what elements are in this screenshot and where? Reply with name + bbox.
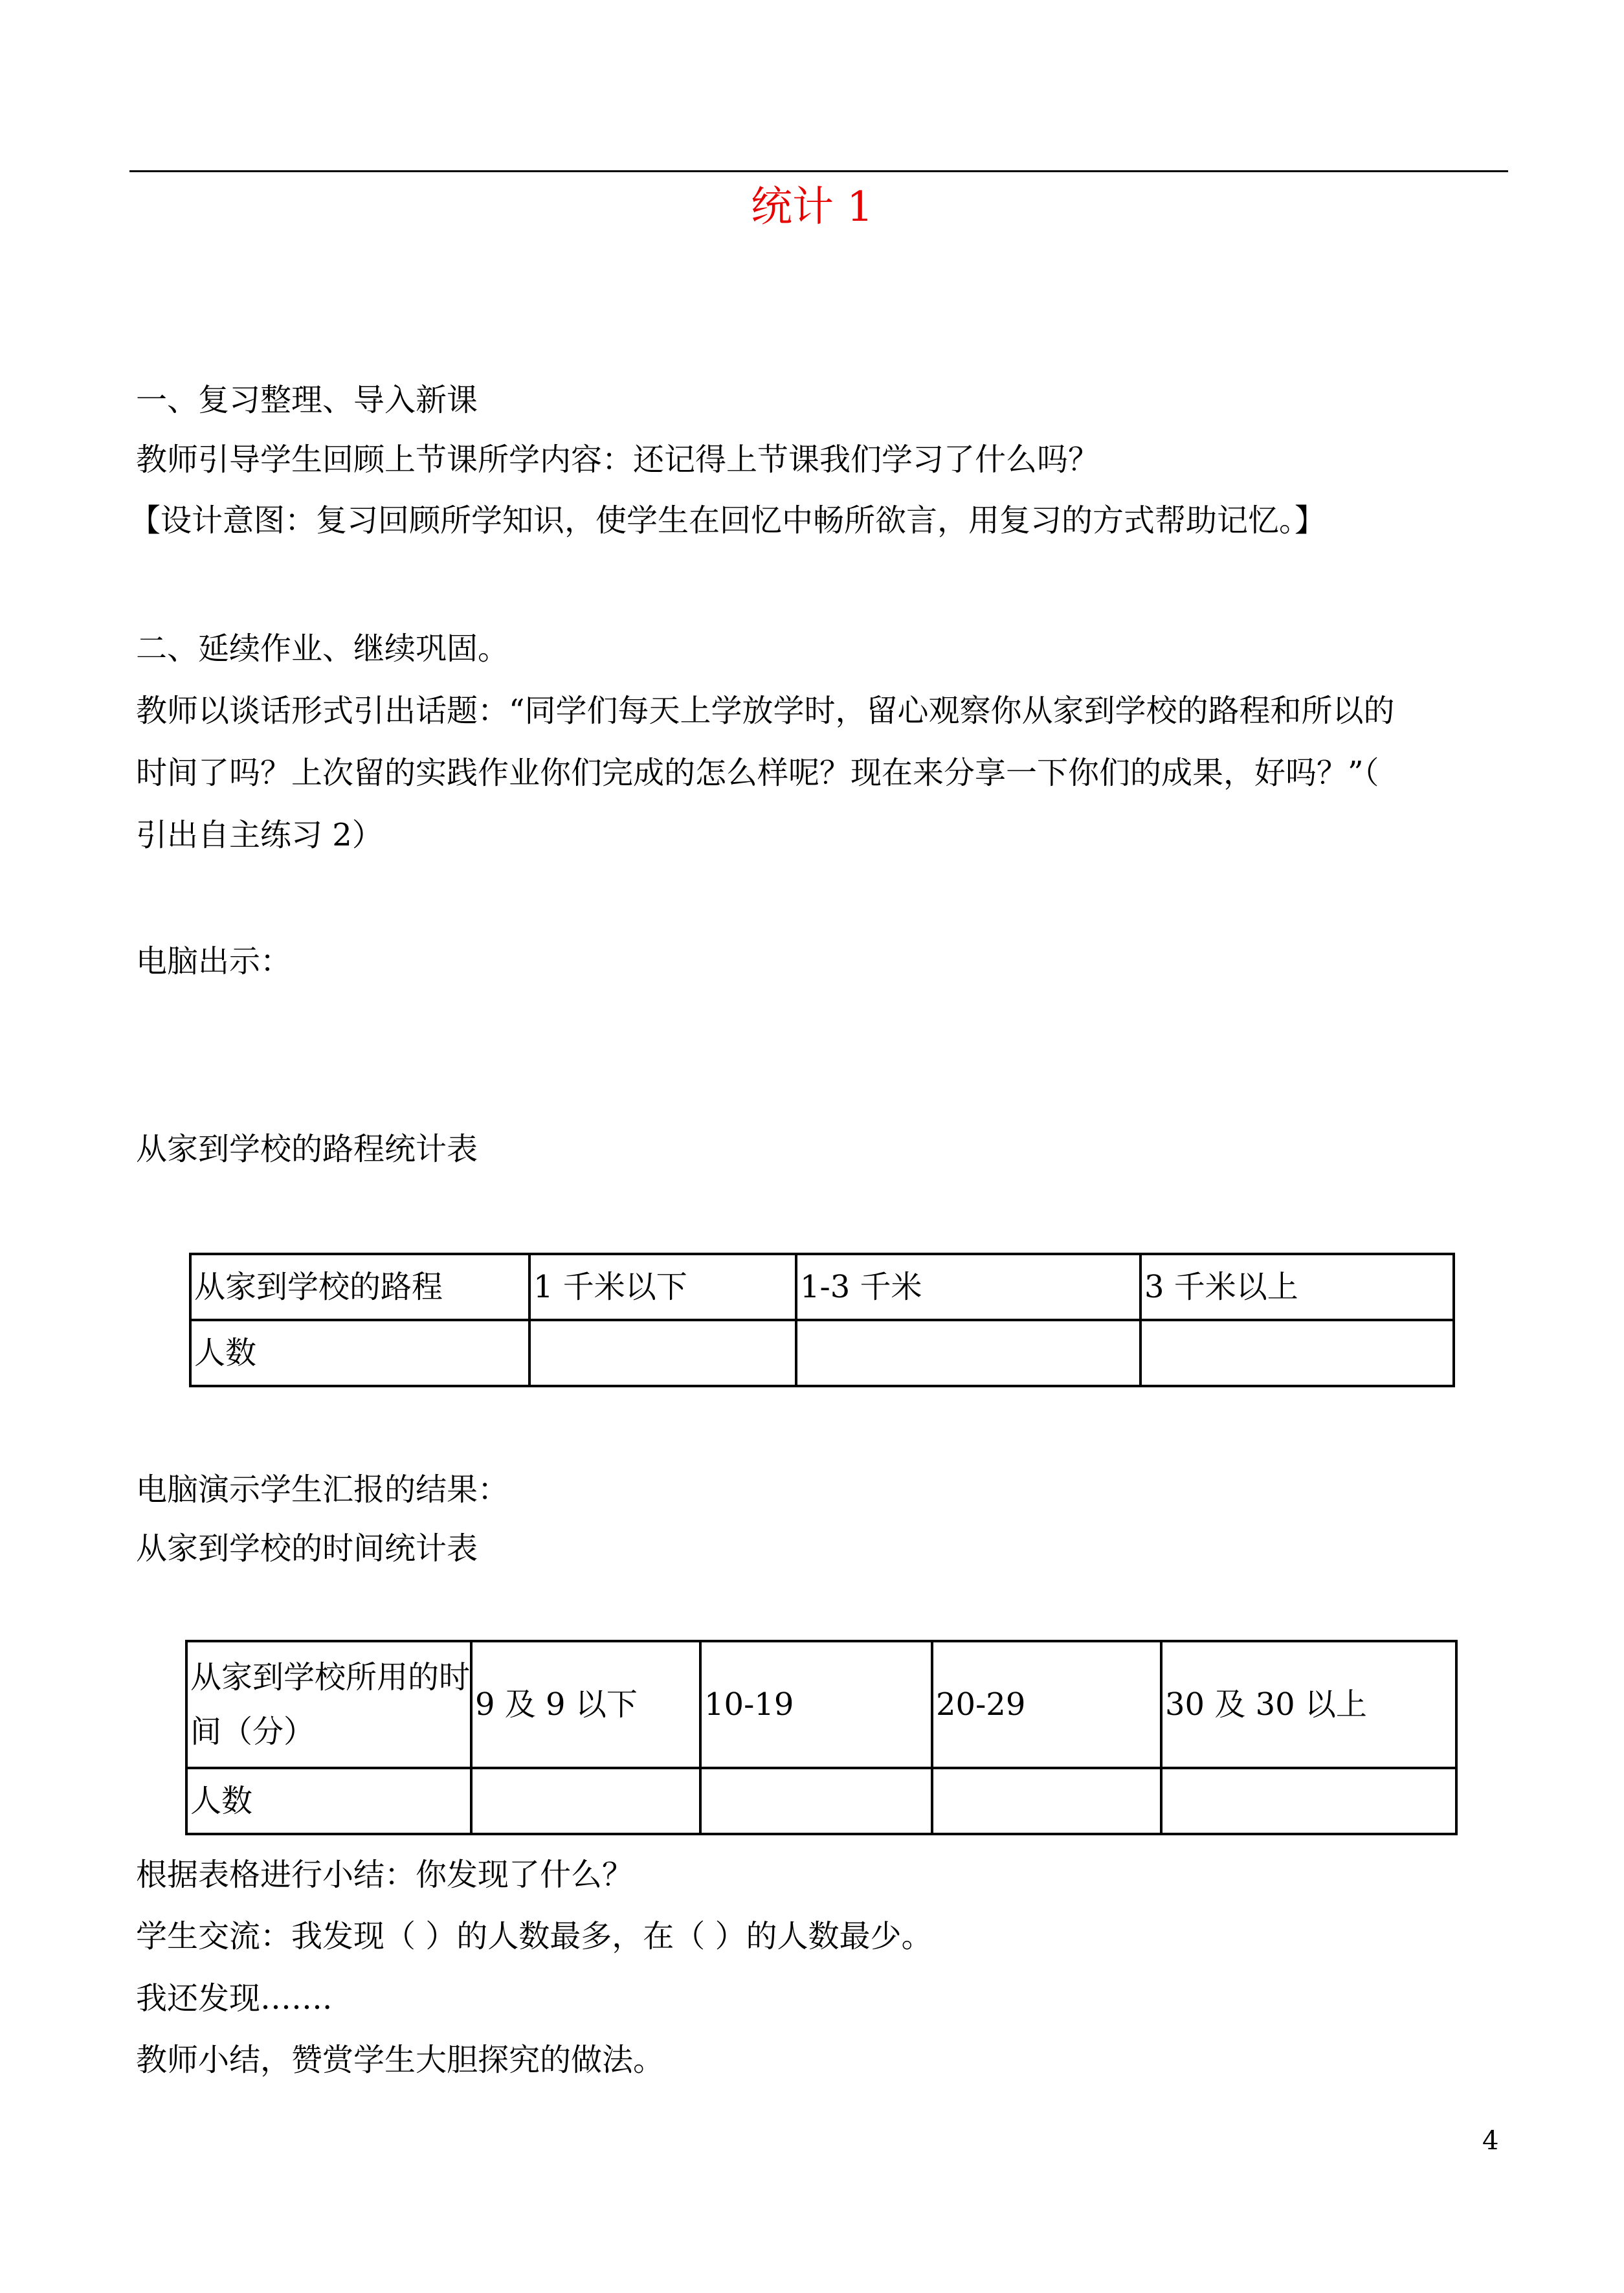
table-cell [932,1768,1161,1834]
time-table [185,1640,1458,1835]
table-cell [529,1320,796,1386]
table-cell: 人数 [190,1320,529,1386]
page-number: 4 [1482,2126,1499,2156]
section2-paragraph-line1: 教师以谈话形式引出话题：“同学们每天上学放学时，留心观察你从家到学校的路程和所以的 [136,693,1395,729]
table-row [190,1320,1454,1386]
table-cell: 1-3 千米 [796,1254,1140,1320]
computer-show-label: 电脑出示： [136,943,292,979]
header-rule [129,170,1508,172]
table-cell [471,1768,700,1834]
table-cell: 1 千米以下 [529,1254,796,1320]
table-cell: 人数 [186,1768,471,1834]
table-cell: 从家到学校的路程 [190,1254,529,1320]
section2-paragraph-line3: 引出自主练习 2） [136,817,383,853]
page-title: 统计 1 [750,183,874,231]
further-finding: 我还发现……. [136,1980,333,2017]
table-cell: 从家到学校所用的时间（分） [186,1641,471,1768]
table-cell [1140,1320,1454,1386]
summary-question: 根据表格进行小结：你发现了什么？ [136,1857,634,1893]
demo-label: 电脑演示学生汇报的结果： [136,1471,509,1508]
table-row [190,1254,1454,1320]
section1-paragraph: 教师引导学生回顾上节课所学内容：还记得上节课我们学习了什么吗？ [136,442,1100,478]
table-cell [1161,1768,1456,1834]
table-cell: 20-29 [932,1641,1161,1768]
table1-caption: 从家到学校的路程统计表 [136,1131,478,1167]
table-row [186,1641,1456,1768]
section1-heading: 一、复习整理、导入新课 [136,382,478,418]
student-exchange: 学生交流：我发现（ ）的人数最多，在（ ）的人数最少。 [136,1918,933,1954]
table-cell: 3 千米以上 [1140,1254,1454,1320]
teacher-summary: 教师小结，赞赏学生大胆探究的做法。 [136,2042,665,2078]
table-row [186,1768,1456,1834]
design-note: 【设计意图：复习回顾所学知识，使学生在回忆中畅所欲言，用复习的方式帮助记忆。】 [129,502,1326,539]
distance-table [189,1253,1455,1387]
table-cell: 30 及 30 以上 [1161,1641,1456,1768]
table-cell: 9 及 9 以下 [471,1641,700,1768]
table-cell [700,1768,932,1834]
section2-paragraph-line2: 时间了吗？上次留的实践作业你们完成的怎么样呢？现在来分享一下你们的成果，好吗？”（ [136,755,1379,791]
table-cell: 10-19 [700,1641,932,1768]
table2-caption: 从家到学校的时间统计表 [136,1530,478,1567]
section2-heading: 二、延续作业、继续巩固。 [136,631,509,667]
table-cell [796,1320,1140,1386]
